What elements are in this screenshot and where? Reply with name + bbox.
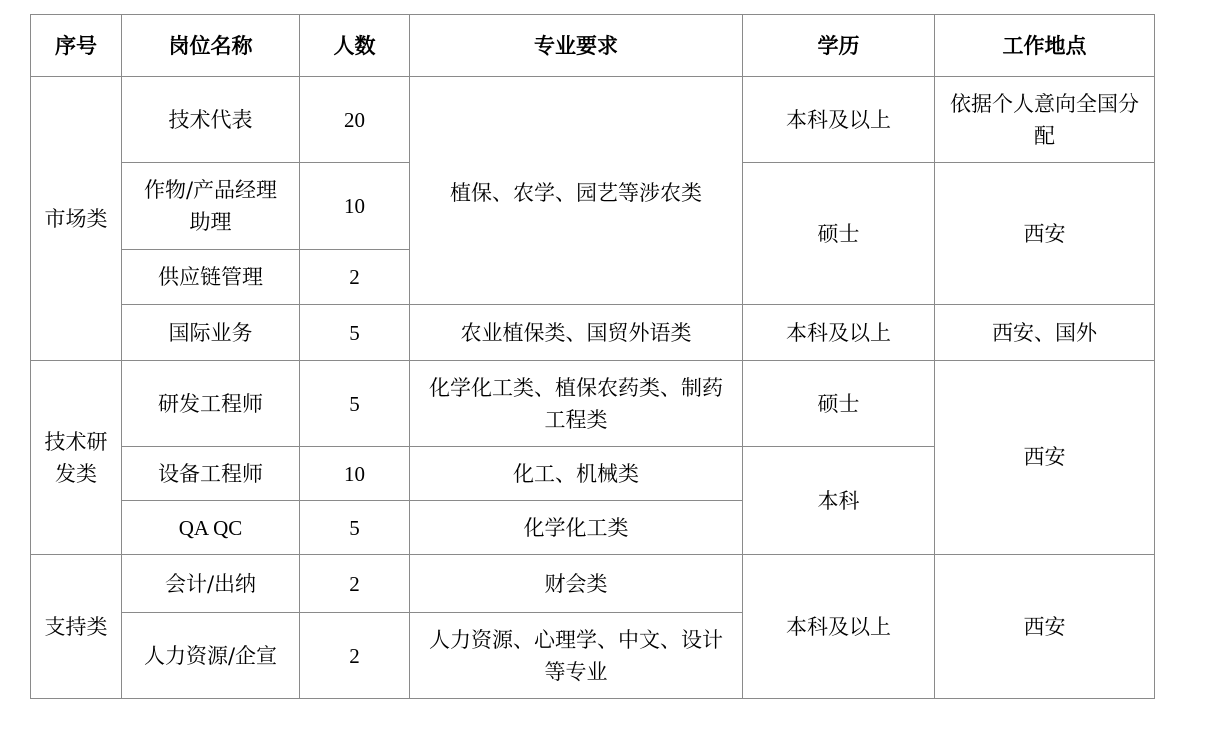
location-cell: 西安: [935, 555, 1155, 699]
position-cell: 供应链管理: [122, 250, 300, 305]
position-cell: 研发工程师: [122, 361, 300, 447]
position-cell: 国际业务: [122, 305, 300, 361]
header-location: 工作地点: [935, 15, 1155, 77]
position-cell: 技术代表: [122, 77, 300, 163]
education-cell: 本科及以上: [743, 77, 935, 163]
group-market: 市场类: [31, 77, 122, 361]
table-row: [31, 361, 1155, 447]
header-row: [31, 15, 1155, 77]
table-row: [31, 305, 1155, 361]
position-cell: 会计/出纳: [122, 555, 300, 613]
count-cell: 20: [300, 77, 410, 163]
education-cell: 硕士: [743, 163, 935, 305]
location-cell: 依据个人意向全国分配: [935, 77, 1155, 163]
table-row: [31, 77, 1155, 163]
table-row: [31, 555, 1155, 613]
header-education: 学历: [743, 15, 935, 77]
education-cell: 硕士: [743, 361, 935, 447]
major-cell: 人力资源、心理学、中文、设计等专业: [410, 613, 743, 699]
header-seq: 序号: [31, 15, 122, 77]
count-cell: 5: [300, 361, 410, 447]
education-cell: 本科及以上: [743, 555, 935, 699]
count-cell: 2: [300, 250, 410, 305]
position-cell: 作物/产品经理助理: [122, 163, 300, 250]
position-cell: 设备工程师: [122, 447, 300, 501]
count-cell: 5: [300, 305, 410, 361]
location-cell: 西安: [935, 361, 1155, 555]
header-position: 岗位名称: [122, 15, 300, 77]
position-cell: 人力资源/企宣: [122, 613, 300, 699]
count-cell: 10: [300, 163, 410, 250]
location-cell: 西安、国外: [935, 305, 1155, 361]
count-cell: 2: [300, 555, 410, 613]
major-cell: 植保、农学、园艺等涉农类: [410, 77, 743, 305]
position-cell: QA QC: [122, 501, 300, 555]
location-cell: 西安: [935, 163, 1155, 305]
header-count: 人数: [300, 15, 410, 77]
education-cell: 本科: [743, 447, 935, 555]
major-cell: 化学化工类: [410, 501, 743, 555]
count-cell: 5: [300, 501, 410, 555]
job-table: [30, 14, 1155, 699]
count-cell: 10: [300, 447, 410, 501]
header-major: 专业要求: [410, 15, 743, 77]
major-cell: 财会类: [410, 555, 743, 613]
major-cell: 化学化工类、植保农药类、制药工程类: [410, 361, 743, 447]
group-support: 支持类: [31, 555, 122, 699]
group-rd: 技术研发类: [31, 361, 122, 555]
major-cell: 农业植保类、国贸外语类: [410, 305, 743, 361]
major-cell: 化工、机械类: [410, 447, 743, 501]
education-cell: 本科及以上: [743, 305, 935, 361]
count-cell: 2: [300, 613, 410, 699]
